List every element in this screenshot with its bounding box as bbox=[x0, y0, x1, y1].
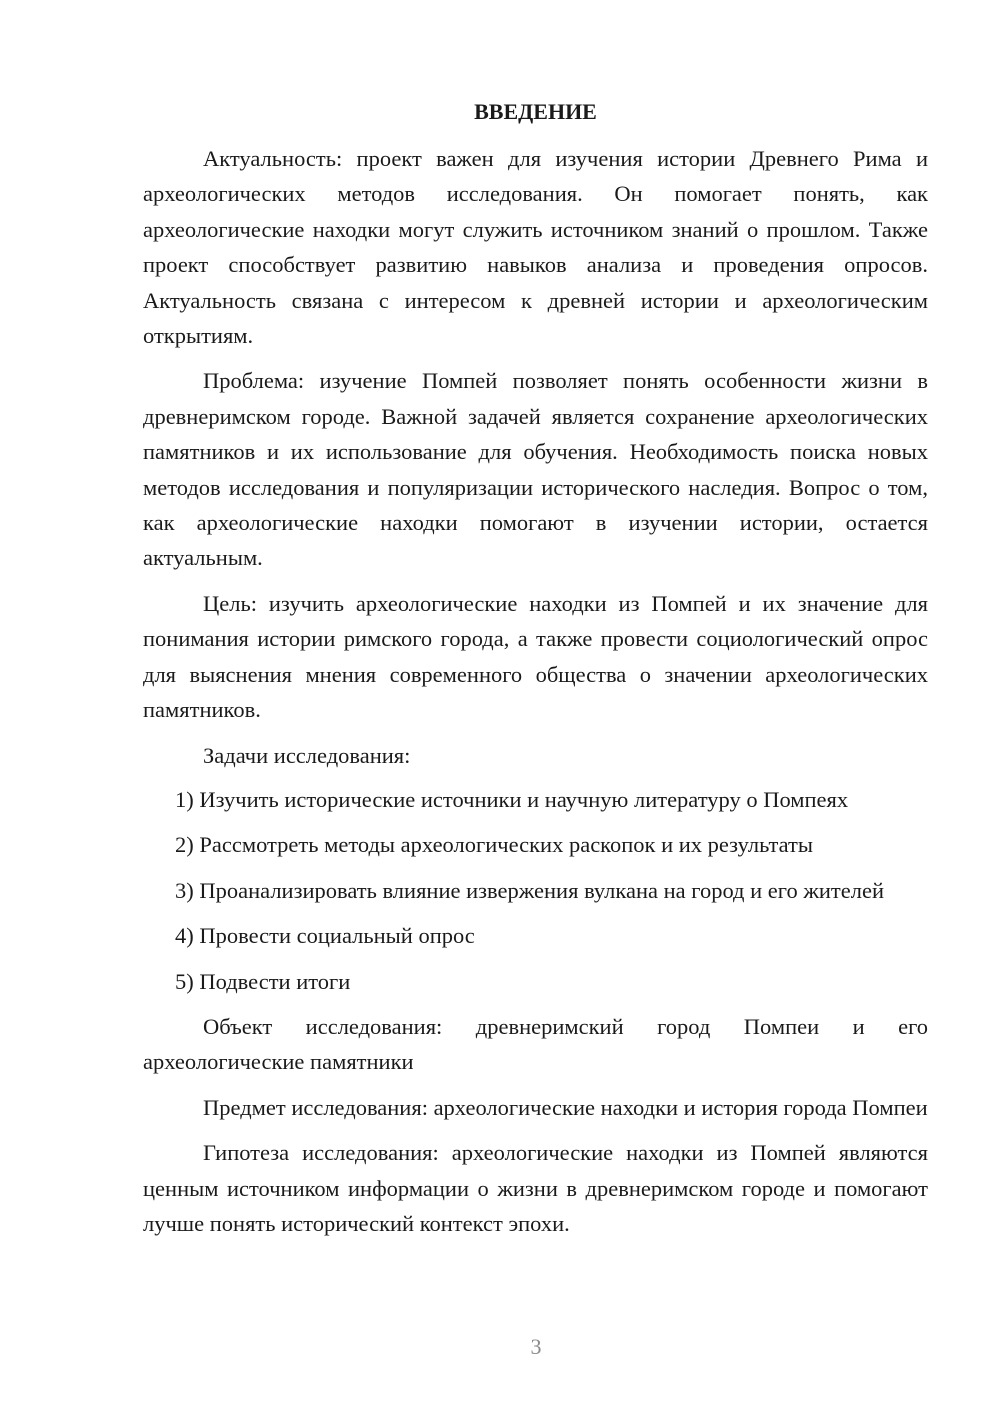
tasks-heading: Задачи исследования: bbox=[203, 742, 411, 768]
page-title: ВВЕДЕНИЕ bbox=[474, 99, 597, 124]
page-number: 3 bbox=[530, 1334, 542, 1359]
list-item: 1) Изучить исторические источники и научную литературу о Помпеях bbox=[175, 786, 849, 812]
paragraph-problem: Проблема: изучение Помпей позволяет понять особенности жизни в древнеримском городе. Важной задачей является сохранение археологических памятников и их использование для обучения. Необходимость поиска новых методов исследования и популяризации исторического наследия. Вопрос о том, как археологические находки помогают в изучении истории, остается актуальным. bbox=[143, 368, 928, 571]
list-item: 3) Проанализировать влияние извержения вулкана на город и его жителей bbox=[175, 877, 884, 903]
paragraph-object: Объект исследования: древнеримский город Помпеи и его археологические памятники bbox=[143, 1013, 928, 1075]
paragraph-relevance: Актуальность: проект важен для изучения истории Древнего Рима и археологических методов исследования. Он помогает понять, как археологические находки могут служить источником знаний о прошлом. Также проект способствует развитию навыков анализа и проведения опросов. Актуальность связана с интересом к древней истории и археологическим открытиям. bbox=[143, 146, 928, 349]
list-item: 4) Провести социальный опрос bbox=[175, 923, 475, 949]
paragraph-goal: Цель: изучить археологические находки из Помпей и их значение для понимания истории римского города, а также провести социологический опрос для выяснения мнения современного общества о значении археологических памятников. bbox=[143, 590, 928, 723]
document-body bbox=[143, 141, 928, 1241]
list-item: 5) Подвести итоги bbox=[175, 968, 351, 994]
tasks-list bbox=[143, 782, 928, 999]
paragraph-subject: Предмет исследования: археологические находки и история города Помпеи bbox=[203, 1094, 928, 1120]
list-item: 2) Рассмотреть методы археологических раскопок и их результаты bbox=[175, 832, 813, 858]
paragraph-hypothesis: Гипотеза исследования: археологические находки из Помпей являются ценным источником информации о жизни в древнеримском городе и помогают лучше понять исторический контекст эпохи. bbox=[143, 1140, 928, 1236]
